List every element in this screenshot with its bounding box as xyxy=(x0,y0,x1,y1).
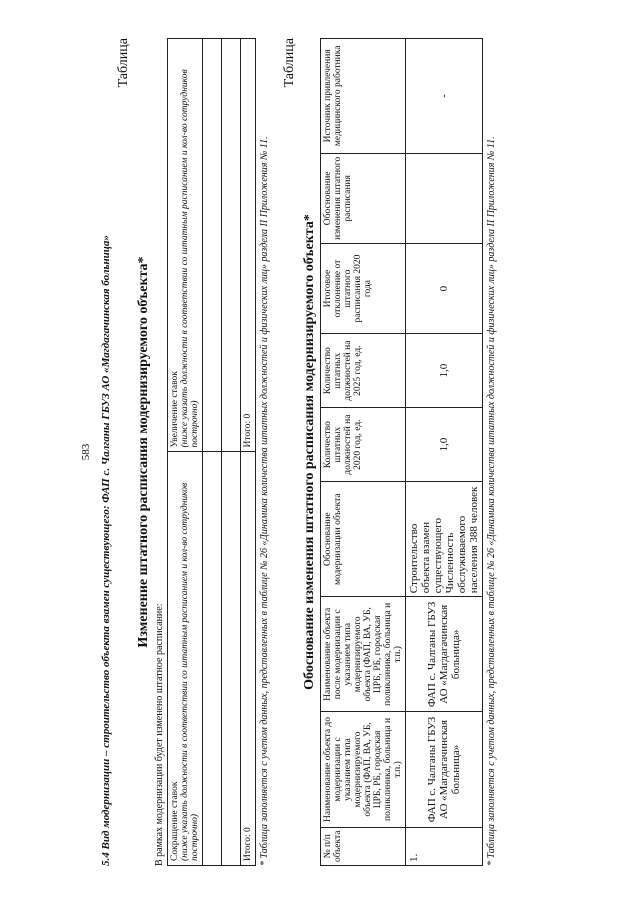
increase-header-cell xyxy=(168,39,203,453)
table-cell xyxy=(222,452,241,866)
header-source: Источник привлечения медицинского работника xyxy=(320,39,405,154)
table-row xyxy=(222,39,241,866)
rotated-content xyxy=(70,32,570,872)
header-deviation: Итоговое отклонение от штатного расписания 2020 года xyxy=(320,244,405,334)
page-number: 583 xyxy=(80,443,92,461)
table-row xyxy=(405,39,482,866)
table-row xyxy=(168,39,203,866)
table2-footnote: * Таблица заполняется с учетом данных, представленных в таблице № 26 «Динамика количества штатных должностей и физических лиц» раздела II Приложения № 11. xyxy=(485,136,497,866)
table1-footnote: * Таблица заполняется с учетом данных, представленных в таблице № 26 «Динамика количества штатных должностей и физических лиц» раздела II Приложения № 11. xyxy=(259,136,270,866)
reduction-total: Итого: 0 xyxy=(241,452,256,866)
increase-total: Итого: 0 xyxy=(241,39,256,453)
table-row xyxy=(203,39,222,866)
header-number: № п/п объекта xyxy=(320,827,405,865)
row-deviation: 0 xyxy=(405,244,482,334)
staff-change-table xyxy=(167,38,256,866)
increase-header: Увеличение ставок xyxy=(170,371,180,448)
row-reason: Строительство объекта взамен существующего Численность обслуживаемого населения 388 человек xyxy=(405,482,482,597)
table1-intro: В рамках модернизации будет изменено штатное расписание: xyxy=(154,603,165,866)
row-change-reason xyxy=(405,153,482,243)
row-before: ФАП с. Чалганы ГБУЗ АО «Магдагачинская больница» xyxy=(405,712,482,827)
row-number: 1. xyxy=(405,827,482,865)
table-header-row xyxy=(320,39,405,866)
table2-title: Обоснование изменения штатного расписания модернизируемого объекта* xyxy=(301,214,317,690)
header-staff-2020: Количество штатных должностей на 2020 год, ед. xyxy=(320,408,405,482)
header-reason: Обоснование модернизации объекта xyxy=(320,482,405,597)
reduction-header-cell xyxy=(168,452,203,866)
table1-title: Изменение штатного расписания модернизируемого объекта* xyxy=(136,256,151,648)
row-staff-2020: 1,0 xyxy=(405,408,482,482)
table-row xyxy=(241,39,256,866)
table-cell xyxy=(203,39,222,453)
header-after: Наименование объекта после модернизации с указанием типа модернизируемого объекта (ФАП, ВА, УБ, ЦРБ, РБ, городская поликлиника, больница и т.п.) xyxy=(320,597,405,712)
staff-justification-table xyxy=(320,38,483,866)
reduction-header: Сокращение ставок xyxy=(170,781,180,861)
row-source: - xyxy=(405,39,482,154)
row-staff-2025: 1,0 xyxy=(405,334,482,408)
table-cell xyxy=(203,452,222,866)
reduction-hint: (ниже указать должности в соответствии со штатным расписанием и кол-во сотрудников построчно) xyxy=(180,482,200,861)
header-before: Наименование объекта до модернизации с указанием типа модернизируемого объекта (ФАП, ВА, УБ, ЦРБ, РБ, городская поликлиника, больница и т.п.) xyxy=(320,712,405,827)
table2-label: Таблица xyxy=(281,38,297,88)
section-heading: 5.4 Вид модернизации – строительство объекта взамен существующего: ФАП с. Чалганы ГБУЗ АО «Магдагачинская больница» xyxy=(100,235,112,866)
header-staff-2025: Количество штатных должностей на 2025 год, ед. xyxy=(320,334,405,408)
table-cell xyxy=(222,39,241,453)
header-change-reason: Обоснование изменения штатного расписания xyxy=(320,153,405,243)
table1-label: Таблица xyxy=(116,38,131,88)
increase-hint: (ниже указать должности в соответствии со штатным расписанием и кол-во сотрудников построчно) xyxy=(180,69,200,448)
row-after: ФАП с. Чалганы ГБУЗ АО «Магдагачинская больница» xyxy=(405,597,482,712)
